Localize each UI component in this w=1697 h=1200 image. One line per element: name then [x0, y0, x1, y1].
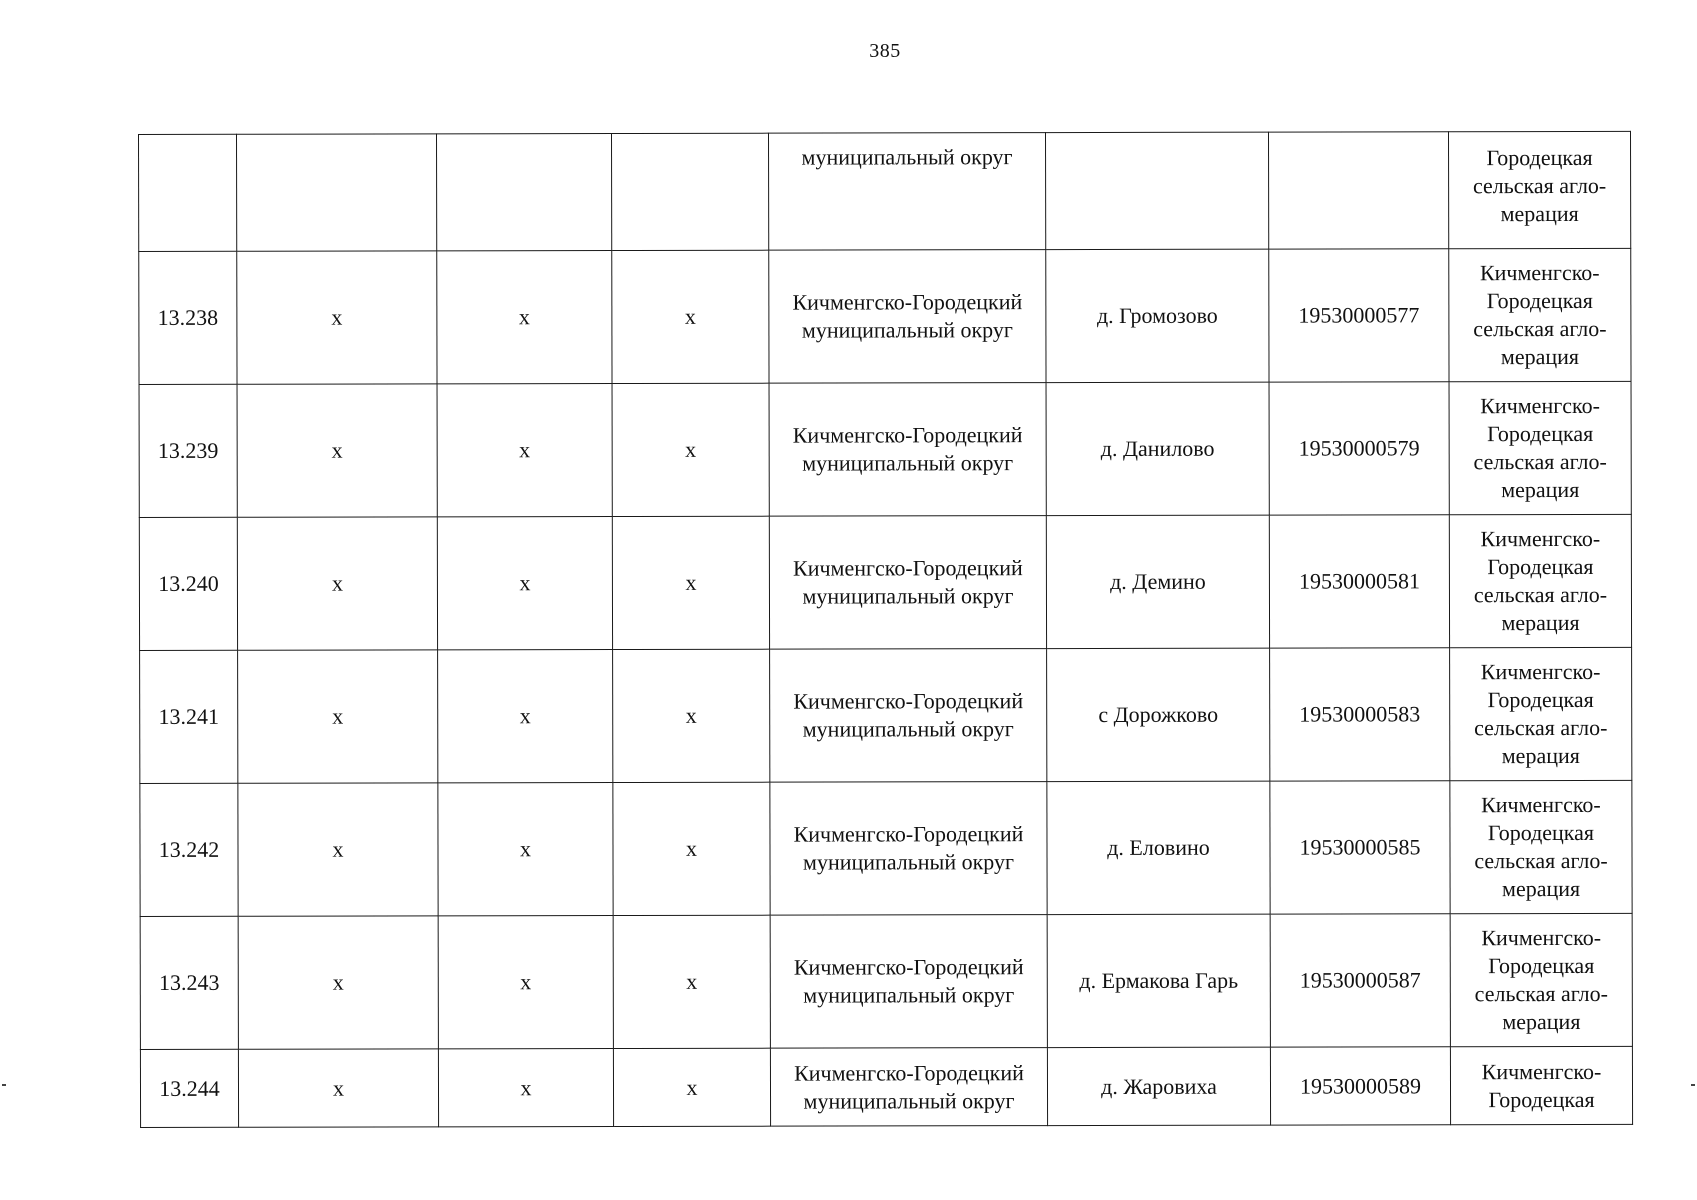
cell-code: 19530000587	[1270, 914, 1450, 1047]
table-row	[139, 381, 1631, 517]
cell-municipality: муниципальный округ	[768, 133, 1045, 251]
cell-municipality	[770, 915, 1047, 1049]
cell-code: 19530000583	[1270, 648, 1450, 781]
table-row	[140, 647, 1632, 783]
cell-settlement	[1045, 132, 1268, 249]
cell-agglomeration: Кичменгско-Городецкая сельская агло-мерация	[1450, 647, 1632, 780]
cell-x1: х	[238, 1049, 438, 1127]
municipality-line-2: муниципальный округ	[802, 849, 1015, 875]
cell-x2: х	[438, 650, 613, 783]
cell-settlement: д. Жаровиха	[1047, 1047, 1270, 1125]
municipality-line-2: муниципальный округ	[802, 583, 1014, 609]
cell-agglomeration: Кичменгско-Городецкая сельская агло-мерация	[1450, 913, 1632, 1046]
table-row	[140, 913, 1632, 1049]
table-row	[139, 248, 1631, 384]
cell-num: 13.242	[140, 783, 238, 916]
cell-num: 13.238	[139, 251, 237, 384]
cell-num: 13.244	[140, 1049, 238, 1127]
cell-x3: х	[613, 915, 770, 1048]
continuation-row	[139, 131, 1631, 251]
cell-x2: х	[438, 1049, 613, 1127]
municipality-line-2: муниципальный округ	[801, 317, 1013, 343]
cell-municipality	[769, 383, 1046, 517]
cell-x2: х	[438, 916, 613, 1049]
cell-code: 19530000577	[1269, 249, 1449, 382]
cell-x1: х	[238, 783, 438, 916]
cell-settlement: д. Громозово	[1046, 249, 1269, 382]
cell-x2: х	[437, 251, 612, 384]
municipality-line-1: Кичменгско-Городецкий	[792, 422, 1023, 448]
municipality-line-2: муниципальный округ	[802, 450, 1014, 476]
cell-agglomeration: Городецкая сельская агло-мерация	[1448, 131, 1630, 248]
cell-code	[1268, 132, 1448, 249]
cell-agglomeration: Кичменгско-Городецкая сельская агло-мерация	[1449, 381, 1631, 514]
table-row	[140, 1046, 1632, 1127]
cell-municipality	[770, 649, 1047, 783]
register-table	[138, 131, 1633, 1128]
page-number: 385	[869, 40, 901, 62]
cell-x3	[612, 133, 769, 250]
cell-x2: х	[438, 783, 613, 916]
table-row	[140, 780, 1632, 916]
cell-x3: х	[613, 1048, 770, 1126]
cell-num	[139, 134, 237, 251]
scan-margin-mark	[1691, 1084, 1695, 1086]
cell-x2: х	[437, 517, 612, 650]
cell-settlement: д. Демино	[1046, 515, 1269, 648]
cell-municipality	[769, 250, 1046, 384]
cell-num: 13.243	[140, 916, 238, 1049]
cell-x1: х	[237, 251, 437, 384]
cell-x1	[237, 134, 437, 251]
cell-code: 19530000585	[1270, 781, 1450, 914]
cell-municipality	[770, 1048, 1047, 1127]
municipality-line-2: муниципальный округ	[802, 716, 1014, 742]
municipality-line-1: Кичменгско-Городецкий	[793, 688, 1024, 714]
cell-x3: х	[612, 250, 769, 383]
table-row	[139, 514, 1631, 650]
cell-agglomeration: Кичменгско-Городецкая сельская агло-мерация	[1450, 780, 1632, 913]
cell-code: 19530000589	[1270, 1047, 1450, 1125]
cell-x3: х	[612, 383, 769, 516]
cell-code: 19530000579	[1269, 382, 1449, 515]
municipality-line-1: Кичменгско-Городецкий	[794, 1059, 1024, 1086]
cell-municipality	[770, 782, 1047, 916]
cell-x1: х	[237, 517, 437, 650]
cell-municipality	[769, 516, 1046, 650]
cell-settlement: с Дорожково	[1047, 648, 1270, 781]
cell-x1: х	[238, 650, 438, 783]
cell-num: 13.240	[139, 517, 237, 650]
municipality-line-2: муниципальный округ	[803, 982, 1015, 1008]
cell-x3: х	[613, 782, 770, 915]
municipality-line-1: Кичменгско-Городецкий	[793, 821, 1024, 847]
cell-code: 19530000581	[1269, 515, 1449, 648]
municipality-line-2: муниципальный округ	[803, 1087, 1015, 1114]
cell-settlement: д. Еловино	[1047, 781, 1270, 914]
cell-x1: х	[238, 916, 438, 1049]
municipality-line-1: Кичменгско-Городецкий	[792, 289, 1023, 315]
cell-agglomeration: Кичменгско-Городецкая	[1450, 1046, 1632, 1124]
cell-num: 13.241	[140, 650, 238, 783]
cell-x3: х	[613, 649, 770, 782]
cell-settlement: д. Данилово	[1046, 382, 1269, 515]
cell-agglomeration: Кичменгско-Городецкая сельская агло-мерация	[1449, 248, 1631, 381]
cell-agglomeration: Кичменгско-Городецкая сельская агло-мерация	[1449, 514, 1631, 647]
table-body	[139, 131, 1633, 1127]
cell-num: 13.239	[139, 384, 237, 517]
cell-x3: х	[612, 516, 769, 649]
municipality-line-1: Кичменгско-Городецкий	[793, 954, 1024, 980]
cell-x1: х	[237, 384, 437, 517]
cell-x2: х	[437, 384, 612, 517]
municipality-line-1: Кичменгско-Городецкий	[792, 555, 1023, 581]
scan-margin-mark	[2, 1084, 6, 1086]
cell-settlement: д. Ермакова Гарь	[1047, 914, 1270, 1047]
cell-x2	[437, 134, 612, 251]
